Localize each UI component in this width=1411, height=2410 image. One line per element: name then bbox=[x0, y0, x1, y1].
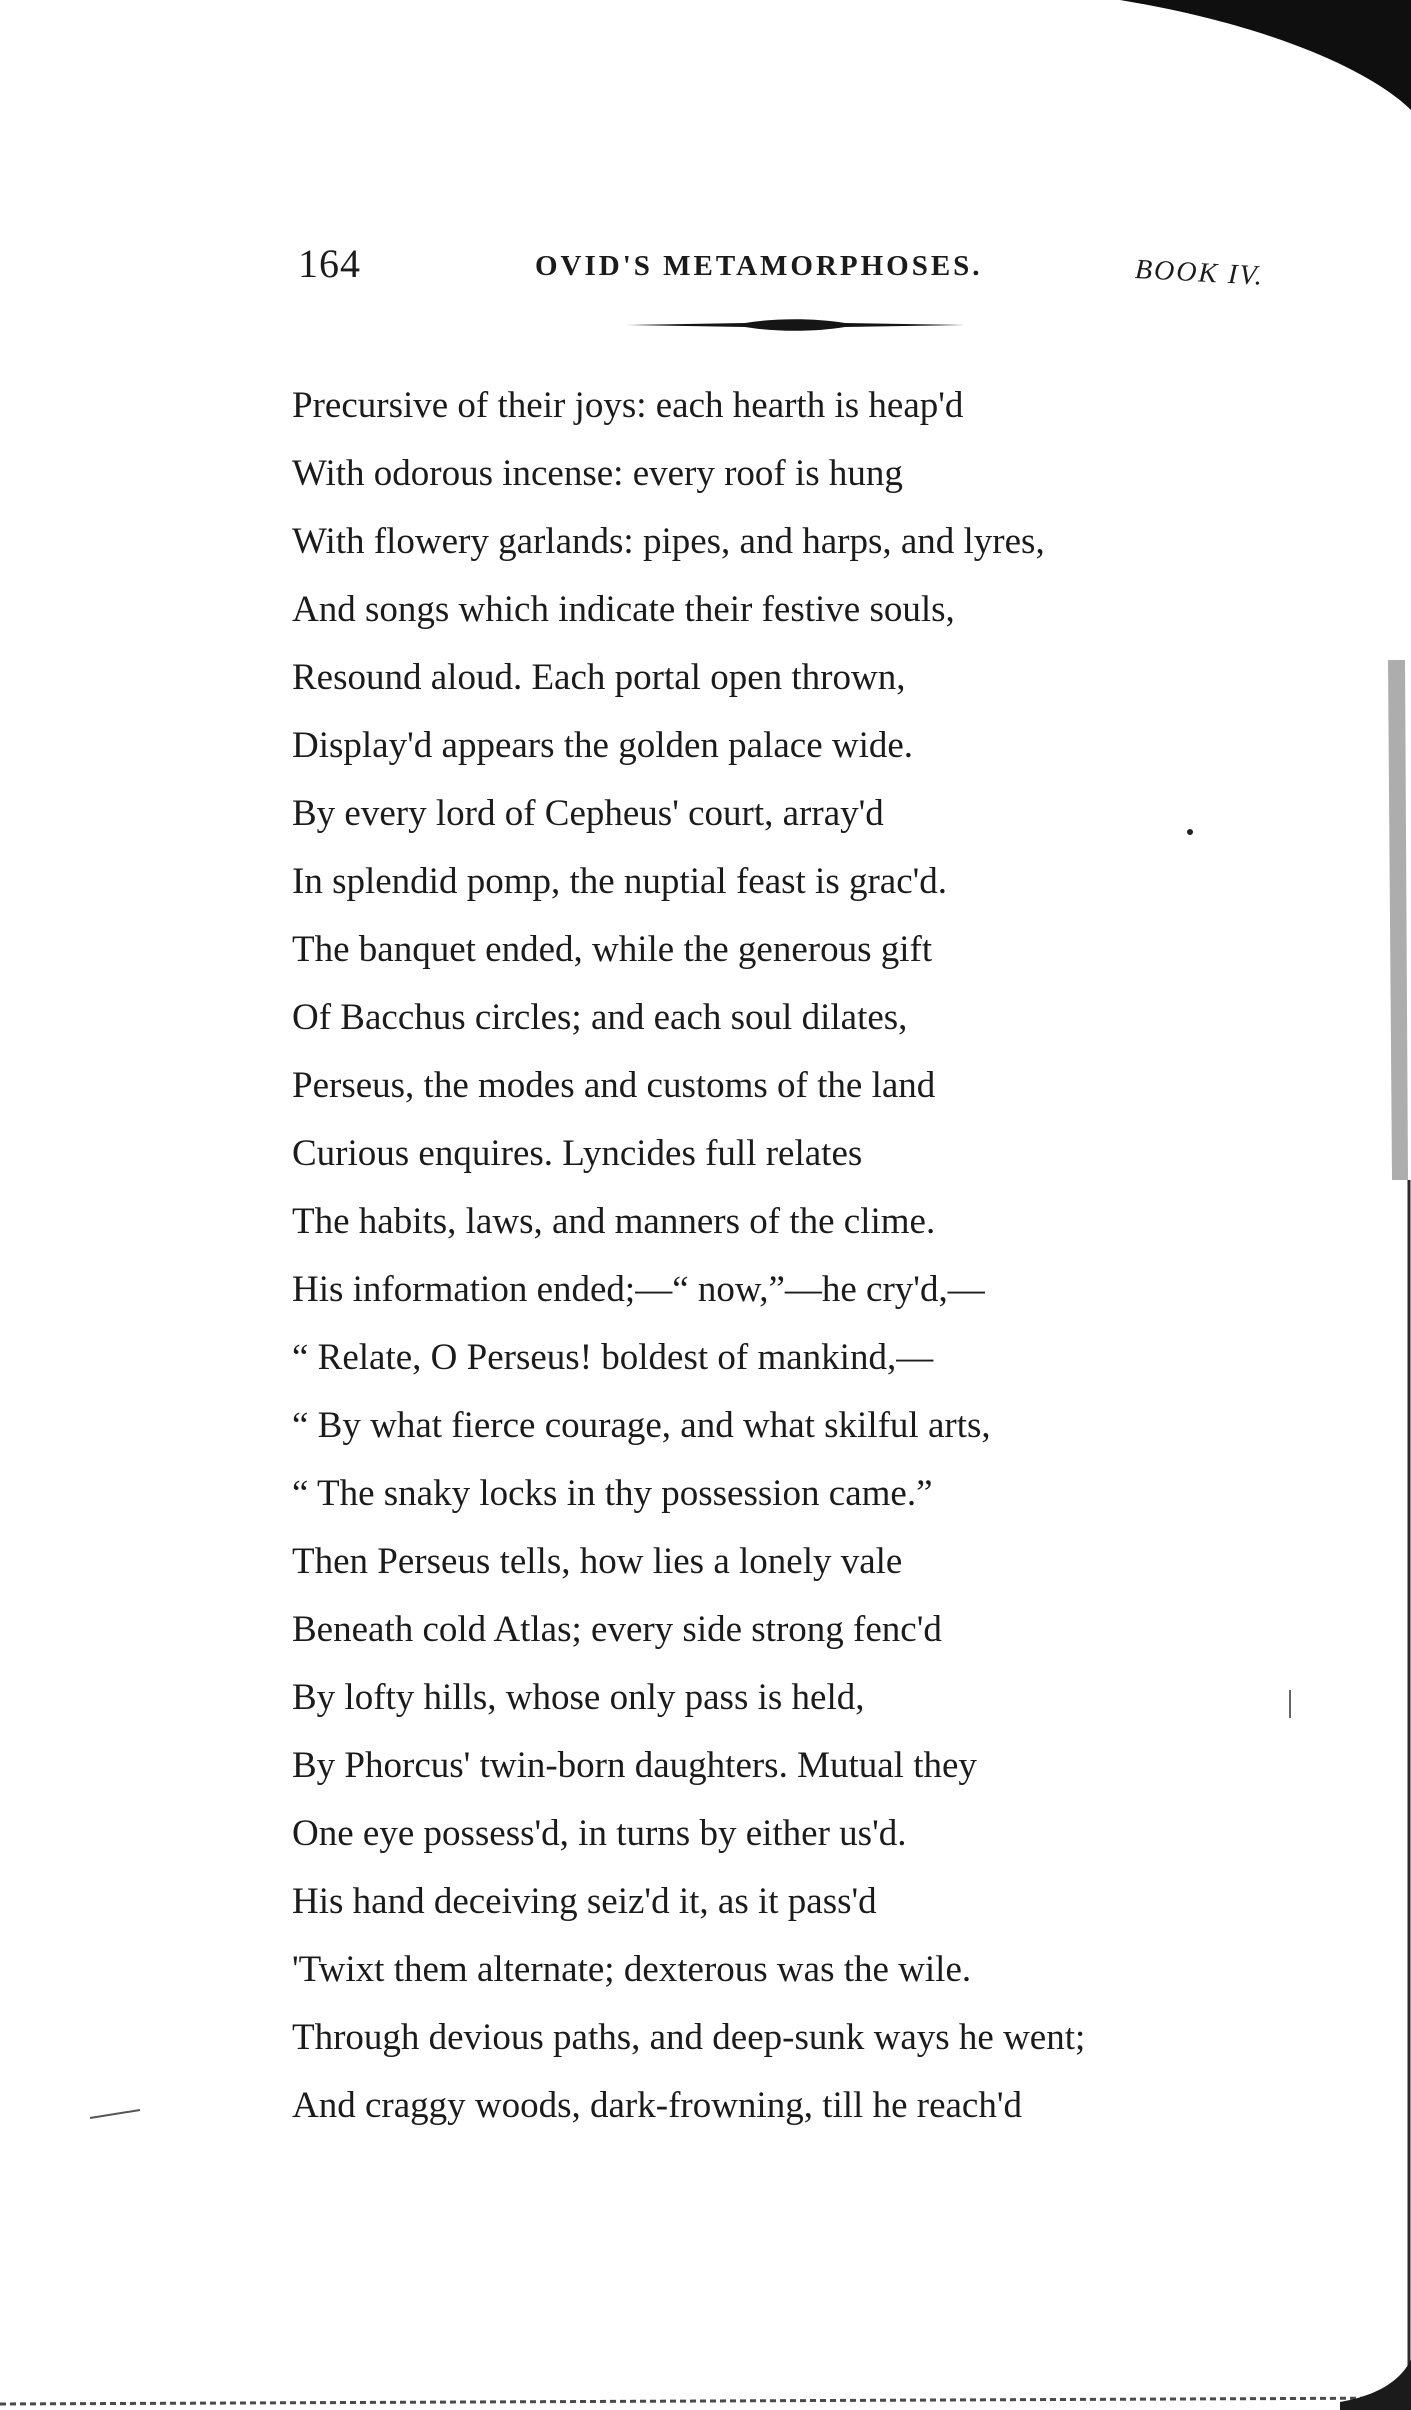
poem-line: One eye possess'd, in turns by either us'd. bbox=[292, 1813, 907, 1854]
poem-text bbox=[292, 372, 1272, 2140]
poem-line: “ By what fierce courage, and what skilful arts, bbox=[292, 1405, 991, 1446]
poem-line: With flowery garlands: pipes, and harps, and lyres, bbox=[292, 521, 1045, 562]
poem-line: Display'd appears the golden palace wide. bbox=[292, 725, 914, 766]
poem-line: Through devious paths, and deep-sunk ways he went; bbox=[292, 2017, 1086, 2058]
poem-line: Of Bacchus circles; and each soul dilates, bbox=[292, 997, 908, 1038]
poem-line: Precursive of their joys: each hearth is heap'd bbox=[292, 385, 964, 426]
poem-line: “ The snaky locks in thy possession came.” bbox=[292, 1473, 933, 1514]
poem-line: 'Twixt them alternate; dexterous was the wile. bbox=[292, 1949, 972, 1990]
page-number: 164 bbox=[298, 241, 361, 286]
poem-line: Curious enquires. Lyncides full relates bbox=[292, 1133, 863, 1174]
book-label: BOOK IV. bbox=[1134, 254, 1265, 292]
poem-line: And craggy woods, dark-frowning, till he reach'd bbox=[292, 2085, 1023, 2126]
bottom-right-curl bbox=[1340, 2360, 1411, 2410]
margin-mark bbox=[90, 2110, 140, 2118]
poem-line: With odorous incense: every roof is hung bbox=[292, 453, 903, 494]
poem-line: By lofty hills, whose only pass is held, bbox=[292, 1677, 865, 1718]
poem-line: The habits, laws, and manners of the clime. bbox=[292, 1201, 936, 1242]
poem-line: The banquet ended, while the generous gift bbox=[292, 929, 933, 970]
poem-line: Then Perseus tells, how lies a lonely vale bbox=[292, 1541, 903, 1582]
header-rule-ornament bbox=[625, 316, 965, 334]
right-edge-binding-shadow bbox=[1388, 660, 1408, 1180]
bottom-edge-line bbox=[0, 2398, 1411, 2404]
page-corner-shadow bbox=[1120, 0, 1411, 110]
running-header bbox=[0, 240, 1411, 300]
poem-line: His information ended;—“ now,”—he cry'd,— bbox=[292, 1269, 985, 1310]
poem-line: Perseus, the modes and customs of the land bbox=[292, 1065, 936, 1106]
poem-line: Resound aloud. Each portal open thrown, bbox=[292, 657, 906, 698]
poem-line: By every lord of Cepheus' court, array'd bbox=[292, 793, 884, 834]
poem-line: In splendid pomp, the nuptial feast is grac'd. bbox=[292, 861, 948, 902]
poem-line: “ Relate, O Perseus! boldest of mankind,— bbox=[292, 1337, 934, 1378]
poem-line: Beneath cold Atlas; every side strong fenc'd bbox=[292, 1609, 942, 1650]
poem-line: His hand deceiving seiz'd it, as it pass'd bbox=[292, 1881, 877, 1922]
poem-line: By Phorcus' twin-born daughters. Mutual they bbox=[292, 1745, 977, 1786]
running-title: OVID'S METAMORPHOSES. bbox=[535, 250, 983, 282]
poem-line: And songs which indicate their festive souls, bbox=[292, 589, 955, 630]
